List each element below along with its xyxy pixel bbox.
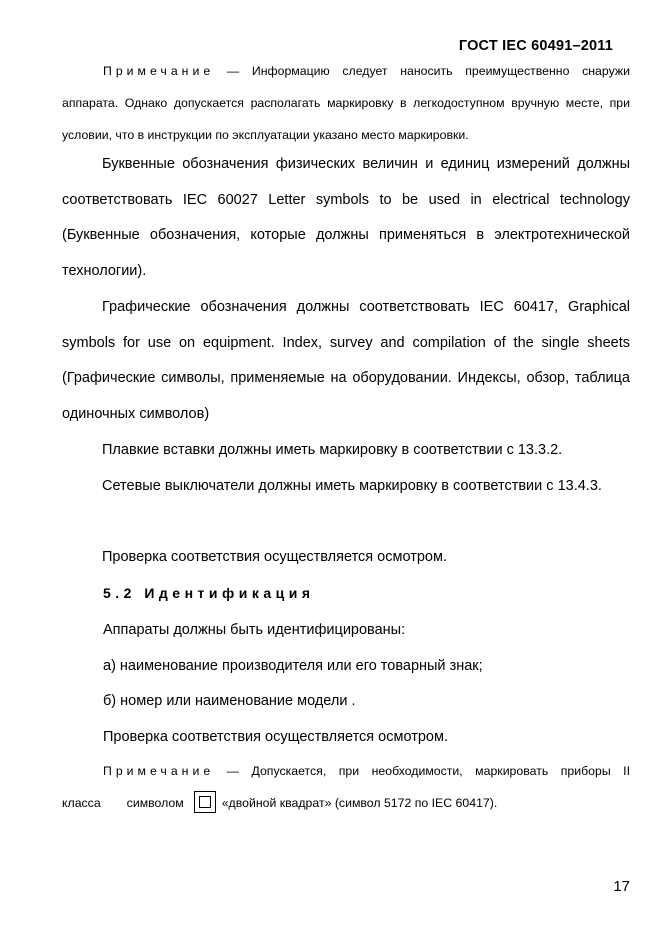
note-1	[62, 55, 630, 151]
note-2-word-symbol: символом	[126, 796, 184, 810]
paragraph-inspection-2: Проверка соответствия осуществляется осмотром.	[103, 728, 448, 745]
note-2-label: Примечание	[103, 764, 215, 778]
note-1-text-line1: Информацию следует наносить преимущественно снаружи	[251, 64, 630, 78]
note-2-text-after-symbol: «двойной квадрат» (символ 5172 по IEC 60417).	[221, 796, 498, 810]
identification-item-a: а) наименование производителя или его товарный знак;	[103, 657, 483, 674]
paragraph-graphical-symbols: Графические обозначения должны соответствовать IEC 60417, Graphical symbols for use on equipment. Index, survey and compilation of the single sheets (Графические символы, применяемые на оборудовании. Индексы, обзор, таблица одиночных символов)	[62, 299, 630, 422]
note-1-first-line	[62, 55, 630, 87]
section-heading-block	[62, 576, 630, 613]
standard-code-header: ГОСТ IEC 60491–2011	[458, 38, 613, 54]
paragraph-letter-symbols-block	[62, 147, 630, 289]
page-number: 17	[613, 878, 630, 895]
section-heading	[62, 576, 630, 613]
note-2-first-line	[62, 755, 630, 787]
section-number: 5.2	[103, 585, 136, 601]
note-2	[62, 755, 630, 787]
paragraph-switches: Сетевые выключатели должны иметь маркировку в соответствии с 13.4.3.	[102, 478, 602, 494]
note-2-word-class: класса	[62, 796, 101, 810]
paragraph-fuses-block	[62, 433, 630, 469]
identification-block	[62, 613, 630, 755]
paragraph-fuses: Плавкие вставки должны иметь маркировку в соответствии с 13.3.2.	[102, 442, 563, 458]
note-2-text-line1: Допускается, при необходимости, маркировать приборы II	[251, 764, 630, 778]
section-title: Идентификация	[144, 585, 315, 601]
double-square-symbol-icon	[194, 791, 216, 813]
paragraph-letter-symbols: Буквенные обозначения физических величин и единиц измерений должны соответствовать IEC 60027 Letter symbols to be used in electrical technology (Буквенные обозначения, которые должны применяться в электротехнической технологии).	[62, 156, 630, 279]
identification-intro: Аппараты должны быть идентифицированы:	[103, 622, 406, 638]
paragraph-inspection-1: Проверка соответствия осуществляется осмотром.	[102, 549, 447, 565]
note-1-dash: —	[214, 64, 252, 78]
paragraph-switches-block	[62, 469, 630, 505]
note-2-dash: —	[214, 764, 252, 778]
note-2-second-line	[62, 787, 630, 819]
paragraph-inspection-1-block	[62, 540, 630, 576]
note-1-label: Примечание	[103, 64, 215, 78]
identification-item-b: б) номер или наименование модели .	[103, 693, 356, 709]
note-1-text-rest: аппарата. Однако допускается располагать маркировку в легкодоступном вручную месте, при условии, что в инструкции по эксплуатации указано место маркировки.	[62, 96, 630, 142]
paragraph-graphical-symbols-block	[62, 290, 630, 432]
